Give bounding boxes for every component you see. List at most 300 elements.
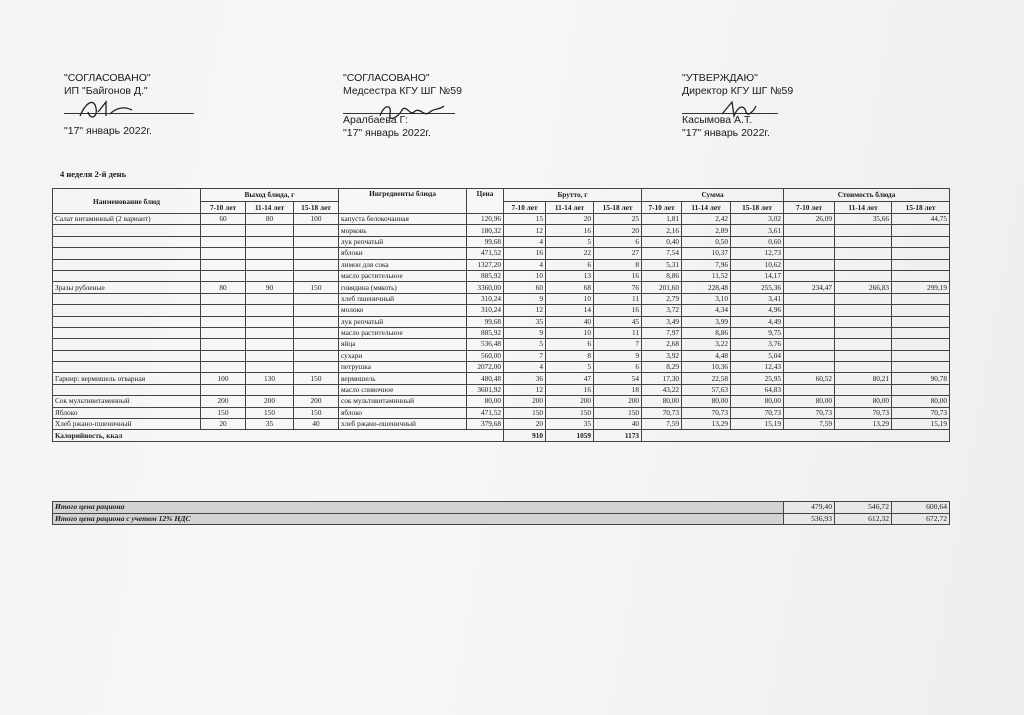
dish-name-cell: Хлеб ржано-пшеничный bbox=[53, 419, 201, 430]
header-age: 15-18 лет bbox=[731, 201, 784, 214]
calorie-value: 910 bbox=[504, 430, 546, 441]
brutto-15-18-cell: 20 bbox=[594, 225, 642, 236]
output-15-18-cell bbox=[294, 339, 339, 350]
dish-name-cell: Зразы рубленые bbox=[53, 282, 201, 293]
sum-15-18-cell: 14,17 bbox=[731, 270, 784, 281]
sum-11-14-cell: 4,48 bbox=[682, 350, 731, 361]
sum-15-18-cell: 0,60 bbox=[731, 236, 784, 247]
output-15-18-cell bbox=[294, 225, 339, 236]
output-15-18-cell: 200 bbox=[294, 396, 339, 407]
brutto-11-14-cell: 6 bbox=[546, 259, 594, 270]
price-cell: 99,68 bbox=[467, 316, 504, 327]
output-11-14-cell: 80 bbox=[246, 214, 294, 225]
ingredient-cell: капуста белокочанная bbox=[339, 214, 467, 225]
table-row bbox=[53, 214, 950, 225]
output-15-18-cell bbox=[294, 236, 339, 247]
ingredient-cell: сок мультивитаминный bbox=[339, 396, 467, 407]
sum-11-14-cell: 3,22 bbox=[682, 339, 731, 350]
brutto-7-10-cell: 7 bbox=[504, 350, 546, 361]
brutto-7-10-cell: 150 bbox=[504, 407, 546, 418]
cost-7-10-cell: 70,73 bbox=[784, 407, 835, 418]
cost-7-10-cell bbox=[784, 248, 835, 259]
output-7-10-cell bbox=[201, 248, 246, 259]
output-7-10-cell bbox=[201, 350, 246, 361]
cost-11-14-cell bbox=[835, 327, 892, 338]
cost-11-14-cell bbox=[835, 305, 892, 316]
output-7-10-cell bbox=[201, 270, 246, 281]
output-11-14-cell bbox=[246, 339, 294, 350]
price-cell: 480,48 bbox=[467, 373, 504, 384]
sum-7-10-cell: 8,86 bbox=[642, 270, 682, 281]
output-7-10-cell: 80 bbox=[201, 282, 246, 293]
sum-11-14-cell: 22,58 bbox=[682, 373, 731, 384]
brutto-11-14-cell: 10 bbox=[546, 327, 594, 338]
dish-name-cell bbox=[53, 327, 201, 338]
brutto-11-14-cell: 16 bbox=[546, 384, 594, 395]
approval-date: "17" январь 2022г. bbox=[682, 127, 770, 139]
brutto-11-14-cell: 5 bbox=[546, 236, 594, 247]
price-cell: 99,68 bbox=[467, 236, 504, 247]
sum-11-14-cell: 228,48 bbox=[682, 282, 731, 293]
sum-7-10-cell: 80,00 bbox=[642, 396, 682, 407]
ingredient-cell: лук репчатый bbox=[339, 316, 467, 327]
calorie-empty bbox=[642, 430, 950, 441]
sum-15-18-cell: 4,49 bbox=[731, 316, 784, 327]
cost-11-14-cell bbox=[835, 316, 892, 327]
sum-11-14-cell: 4,34 bbox=[682, 305, 731, 316]
table-row bbox=[53, 396, 950, 407]
price-cell: 1327,20 bbox=[467, 259, 504, 270]
sum-7-10-cell: 2,68 bbox=[642, 339, 682, 350]
cost-7-10-cell bbox=[784, 327, 835, 338]
cost-15-18-cell bbox=[892, 305, 950, 316]
brutto-15-18-cell: 40 bbox=[594, 419, 642, 430]
cost-15-18-cell bbox=[892, 339, 950, 350]
cost-7-10-cell bbox=[784, 225, 835, 236]
dish-name-cell bbox=[53, 259, 201, 270]
brutto-7-10-cell: 35 bbox=[504, 316, 546, 327]
output-15-18-cell: 150 bbox=[294, 373, 339, 384]
cost-15-18-cell bbox=[892, 316, 950, 327]
brutto-11-14-cell: 200 bbox=[546, 396, 594, 407]
sum-7-10-cell: 2,79 bbox=[642, 293, 682, 304]
output-11-14-cell bbox=[246, 350, 294, 361]
price-cell: 80,00 bbox=[467, 396, 504, 407]
brutto-7-10-cell: 4 bbox=[504, 259, 546, 270]
header-age: 7-10 лет bbox=[201, 201, 246, 214]
sum-15-18-cell: 25,95 bbox=[731, 373, 784, 384]
output-7-10-cell bbox=[201, 305, 246, 316]
header-sum: Сумма bbox=[642, 189, 784, 202]
approval-role: ИП "Байгонов Д." bbox=[64, 85, 148, 97]
brutto-15-18-cell: 200 bbox=[594, 396, 642, 407]
ingredient-cell: хлеб ржано-пшеничный bbox=[339, 419, 467, 430]
sum-11-14-cell: 2,89 bbox=[682, 225, 731, 236]
ingredient-cell: лимон для сока bbox=[339, 259, 467, 270]
sum-11-14-cell: 80,00 bbox=[682, 396, 731, 407]
brutto-15-18-cell: 11 bbox=[594, 293, 642, 304]
cost-7-10-cell bbox=[784, 316, 835, 327]
ingredient-cell: масло растительное bbox=[339, 270, 467, 281]
header-cost: Стоимость блюда bbox=[784, 189, 950, 202]
brutto-11-14-cell: 16 bbox=[546, 225, 594, 236]
sum-11-14-cell: 13,29 bbox=[682, 419, 731, 430]
cost-7-10-cell: 80,00 bbox=[784, 396, 835, 407]
output-11-14-cell bbox=[246, 225, 294, 236]
cost-7-10-cell: 7,59 bbox=[784, 419, 835, 430]
sum-15-18-cell: 3,61 bbox=[731, 225, 784, 236]
sum-11-14-cell: 3,10 bbox=[682, 293, 731, 304]
table-row bbox=[53, 293, 950, 304]
menu-table bbox=[52, 188, 950, 442]
brutto-15-18-cell: 9 bbox=[594, 350, 642, 361]
dish-name-cell bbox=[53, 270, 201, 281]
ingredient-cell: говядина (мякоть) bbox=[339, 282, 467, 293]
sum-15-18-cell: 255,36 bbox=[731, 282, 784, 293]
output-11-14-cell bbox=[246, 305, 294, 316]
calorie-row bbox=[53, 430, 950, 441]
cost-7-10-cell bbox=[784, 362, 835, 373]
output-11-14-cell: 150 bbox=[246, 407, 294, 418]
header-age: 7-10 лет bbox=[504, 201, 546, 214]
price-cell: 471,52 bbox=[467, 248, 504, 259]
output-11-14-cell bbox=[246, 316, 294, 327]
brutto-7-10-cell: 200 bbox=[504, 396, 546, 407]
table-row bbox=[53, 350, 950, 361]
output-11-14-cell: 35 bbox=[246, 419, 294, 430]
cost-11-14-cell bbox=[835, 293, 892, 304]
output-7-10-cell: 60 bbox=[201, 214, 246, 225]
header-age: 15-18 лет bbox=[294, 201, 339, 214]
sum-7-10-cell: 201,60 bbox=[642, 282, 682, 293]
sum-7-10-cell: 1,81 bbox=[642, 214, 682, 225]
table-row bbox=[53, 270, 950, 281]
header-ingredients: Ингредиенты блюда bbox=[339, 189, 467, 214]
cost-11-14-cell: 80,21 bbox=[835, 373, 892, 384]
price-cell: 379,68 bbox=[467, 419, 504, 430]
cost-15-18-cell bbox=[892, 327, 950, 338]
sum-15-18-cell: 3,41 bbox=[731, 293, 784, 304]
output-11-14-cell bbox=[246, 384, 294, 395]
cost-11-14-cell: 80,00 bbox=[835, 396, 892, 407]
cost-7-10-cell bbox=[784, 293, 835, 304]
output-11-14-cell bbox=[246, 270, 294, 281]
table-row bbox=[53, 339, 950, 350]
header-output: Выход блюда, г bbox=[201, 189, 339, 202]
calorie-value: 1059 bbox=[546, 430, 594, 441]
brutto-7-10-cell: 5 bbox=[504, 339, 546, 350]
cost-7-10-cell bbox=[784, 339, 835, 350]
cost-15-18-cell: 299,19 bbox=[892, 282, 950, 293]
output-15-18-cell: 150 bbox=[294, 407, 339, 418]
brutto-7-10-cell: 12 bbox=[504, 305, 546, 316]
header-brutto: Брутто, г bbox=[504, 189, 642, 202]
sum-11-14-cell: 10,36 bbox=[682, 362, 731, 373]
cost-7-10-cell bbox=[784, 236, 835, 247]
sum-11-14-cell: 0,50 bbox=[682, 236, 731, 247]
cost-11-14-cell bbox=[835, 339, 892, 350]
approval-role: Медсестра КГУ ШГ №59 bbox=[343, 85, 462, 97]
brutto-7-10-cell: 16 bbox=[504, 248, 546, 259]
cost-11-14-cell bbox=[835, 350, 892, 361]
brutto-11-14-cell: 40 bbox=[546, 316, 594, 327]
output-7-10-cell: 200 bbox=[201, 396, 246, 407]
sum-15-18-cell: 9,75 bbox=[731, 327, 784, 338]
brutto-7-10-cell: 20 bbox=[504, 419, 546, 430]
output-11-14-cell bbox=[246, 248, 294, 259]
header-age: 7-10 лет bbox=[784, 201, 835, 214]
sum-7-10-cell: 0,40 bbox=[642, 236, 682, 247]
approval-name: Аралбаева Г: bbox=[343, 114, 409, 126]
sum-7-10-cell: 3,49 bbox=[642, 316, 682, 327]
sum-11-14-cell: 11,52 bbox=[682, 270, 731, 281]
brutto-15-18-cell: 16 bbox=[594, 305, 642, 316]
table-row bbox=[53, 225, 950, 236]
table-row bbox=[53, 384, 950, 395]
approval-name: Касымова А.Т. bbox=[682, 114, 753, 126]
brutto-7-10-cell: 12 bbox=[504, 225, 546, 236]
output-15-18-cell: 40 bbox=[294, 419, 339, 430]
sum-7-10-cell: 43,22 bbox=[642, 384, 682, 395]
brutto-7-10-cell: 15 bbox=[504, 214, 546, 225]
table-row bbox=[53, 236, 950, 247]
sum-7-10-cell: 7,97 bbox=[642, 327, 682, 338]
dish-name-cell bbox=[53, 316, 201, 327]
cost-15-18-cell: 70,73 bbox=[892, 407, 950, 418]
sum-15-18-cell: 3,76 bbox=[731, 339, 784, 350]
price-cell: 885,92 bbox=[467, 270, 504, 281]
ingredient-cell: лук репчатый bbox=[339, 236, 467, 247]
output-15-18-cell bbox=[294, 316, 339, 327]
brutto-11-14-cell: 150 bbox=[546, 407, 594, 418]
sum-11-14-cell: 2,42 bbox=[682, 214, 731, 225]
dish-name-cell bbox=[53, 248, 201, 259]
header-age: 7-10 лет bbox=[642, 201, 682, 214]
brutto-15-18-cell: 6 bbox=[594, 362, 642, 373]
cost-11-14-cell bbox=[835, 225, 892, 236]
output-15-18-cell bbox=[294, 293, 339, 304]
approval-role: Директор КГУ ШГ №59 bbox=[682, 85, 794, 97]
brutto-15-18-cell: 25 bbox=[594, 214, 642, 225]
table-row bbox=[53, 259, 950, 270]
totals-row bbox=[53, 513, 950, 525]
cost-15-18-cell: 80,00 bbox=[892, 396, 950, 407]
output-15-18-cell bbox=[294, 270, 339, 281]
sum-15-18-cell: 5,04 bbox=[731, 350, 784, 361]
price-cell: 536,48 bbox=[467, 339, 504, 350]
ingredient-cell: молоко bbox=[339, 305, 467, 316]
sum-7-10-cell: 70,73 bbox=[642, 407, 682, 418]
week-day-title: 4 неделя 2-й день bbox=[60, 169, 127, 179]
output-15-18-cell bbox=[294, 327, 339, 338]
cost-7-10-cell: 234,47 bbox=[784, 282, 835, 293]
ingredient-cell: петрушка bbox=[339, 362, 467, 373]
price-cell: 120,96 bbox=[467, 214, 504, 225]
brutto-11-14-cell: 20 bbox=[546, 214, 594, 225]
brutto-15-18-cell: 6 bbox=[594, 236, 642, 247]
ingredient-cell: сухари bbox=[339, 350, 467, 361]
cost-15-18-cell: 44,75 bbox=[892, 214, 950, 225]
header-age: 15-18 лет bbox=[594, 201, 642, 214]
brutto-11-14-cell: 10 bbox=[546, 293, 594, 304]
brutto-15-18-cell: 150 bbox=[594, 407, 642, 418]
brutto-15-18-cell: 18 bbox=[594, 384, 642, 395]
output-15-18-cell bbox=[294, 248, 339, 259]
brutto-7-10-cell: 12 bbox=[504, 384, 546, 395]
sum-11-14-cell: 8,86 bbox=[682, 327, 731, 338]
output-7-10-cell bbox=[201, 362, 246, 373]
cost-15-18-cell bbox=[892, 270, 950, 281]
cost-15-18-cell bbox=[892, 384, 950, 395]
cost-11-14-cell bbox=[835, 270, 892, 281]
price-cell: 310,24 bbox=[467, 293, 504, 304]
sum-11-14-cell: 10,37 bbox=[682, 248, 731, 259]
output-11-14-cell: 130 bbox=[246, 373, 294, 384]
table-row bbox=[53, 407, 950, 418]
brutto-7-10-cell: 4 bbox=[504, 362, 546, 373]
sum-7-10-cell: 17,30 bbox=[642, 373, 682, 384]
calorie-label: Калорийность, ккал bbox=[53, 430, 504, 441]
brutto-11-14-cell: 14 bbox=[546, 305, 594, 316]
sum-7-10-cell: 7,59 bbox=[642, 419, 682, 430]
cost-11-14-cell: 35,66 bbox=[835, 214, 892, 225]
brutto-11-14-cell: 47 bbox=[546, 373, 594, 384]
table-row bbox=[53, 305, 950, 316]
ingredient-cell: масло сливочное bbox=[339, 384, 467, 395]
cost-7-10-cell: 26,09 bbox=[784, 214, 835, 225]
sum-11-14-cell: 7,96 bbox=[682, 259, 731, 270]
cost-15-18-cell bbox=[892, 225, 950, 236]
cost-7-10-cell bbox=[784, 259, 835, 270]
sum-7-10-cell: 7,54 bbox=[642, 248, 682, 259]
output-15-18-cell bbox=[294, 362, 339, 373]
menu-table-body bbox=[53, 214, 950, 430]
sum-7-10-cell: 2,16 bbox=[642, 225, 682, 236]
table-row bbox=[53, 419, 950, 430]
output-7-10-cell bbox=[201, 339, 246, 350]
totals-label: Итого цена рациона bbox=[53, 502, 784, 514]
brutto-15-18-cell: 54 bbox=[594, 373, 642, 384]
cost-7-10-cell: 60,52 bbox=[784, 373, 835, 384]
sum-15-18-cell: 12,43 bbox=[731, 362, 784, 373]
totals-label: Итого цена рациона с учетом 12% НДС bbox=[53, 513, 784, 525]
sum-15-18-cell: 12,73 bbox=[731, 248, 784, 259]
calorie-value: 1173 bbox=[594, 430, 642, 441]
approval-date: "17" январь 2022г. bbox=[64, 125, 152, 137]
header-price: Цена bbox=[467, 189, 504, 214]
price-cell: 180,32 bbox=[467, 225, 504, 236]
brutto-11-14-cell: 68 bbox=[546, 282, 594, 293]
table-row bbox=[53, 327, 950, 338]
output-7-10-cell: 150 bbox=[201, 407, 246, 418]
brutto-11-14-cell: 13 bbox=[546, 270, 594, 281]
brutto-15-18-cell: 7 bbox=[594, 339, 642, 350]
output-7-10-cell bbox=[201, 316, 246, 327]
output-11-14-cell bbox=[246, 236, 294, 247]
ingredient-cell: хлеб пшеничный bbox=[339, 293, 467, 304]
dish-name-cell bbox=[53, 350, 201, 361]
output-15-18-cell: 150 bbox=[294, 282, 339, 293]
totals-table bbox=[52, 501, 950, 525]
output-15-18-cell bbox=[294, 305, 339, 316]
dish-name-cell bbox=[53, 225, 201, 236]
output-7-10-cell bbox=[201, 384, 246, 395]
brutto-7-10-cell: 4 bbox=[504, 236, 546, 247]
header-age: 15-18 лет bbox=[892, 201, 950, 214]
approval-title: "СОГЛАСОВАНО" bbox=[343, 72, 430, 84]
cost-7-10-cell bbox=[784, 270, 835, 281]
cost-7-10-cell bbox=[784, 384, 835, 395]
dish-name-cell bbox=[53, 305, 201, 316]
brutto-7-10-cell: 9 bbox=[504, 293, 546, 304]
brutto-7-10-cell: 10 bbox=[504, 270, 546, 281]
price-cell: 2072,00 bbox=[467, 362, 504, 373]
table-row bbox=[53, 248, 950, 259]
price-cell: 560,00 bbox=[467, 350, 504, 361]
cost-7-10-cell bbox=[784, 350, 835, 361]
sum-11-14-cell: 57,63 bbox=[682, 384, 731, 395]
cost-11-14-cell bbox=[835, 362, 892, 373]
cost-11-14-cell: 13,29 bbox=[835, 419, 892, 430]
dish-name-cell bbox=[53, 384, 201, 395]
output-15-18-cell bbox=[294, 350, 339, 361]
output-15-18-cell bbox=[294, 259, 339, 270]
price-cell: 310,24 bbox=[467, 305, 504, 316]
brutto-11-14-cell: 6 bbox=[546, 339, 594, 350]
totals-row bbox=[53, 502, 950, 514]
header-dish-name: Наименование блюд bbox=[53, 189, 201, 214]
sum-15-18-cell: 4,96 bbox=[731, 305, 784, 316]
brutto-11-14-cell: 8 bbox=[546, 350, 594, 361]
dish-name-cell: Яблоко bbox=[53, 407, 201, 418]
header-age: 11-14 лет bbox=[682, 201, 731, 214]
output-7-10-cell bbox=[201, 327, 246, 338]
cost-15-18-cell bbox=[892, 259, 950, 270]
sum-7-10-cell: 3,92 bbox=[642, 350, 682, 361]
price-cell: 3360,00 bbox=[467, 282, 504, 293]
totals-value: 600,64 bbox=[892, 502, 950, 514]
cost-11-14-cell bbox=[835, 384, 892, 395]
totals-value: 536,93 bbox=[784, 513, 835, 525]
brutto-15-18-cell: 8 bbox=[594, 259, 642, 270]
sum-11-14-cell: 3,99 bbox=[682, 316, 731, 327]
ingredient-cell: масло растительное bbox=[339, 327, 467, 338]
brutto-7-10-cell: 36 bbox=[504, 373, 546, 384]
brutto-11-14-cell: 35 bbox=[546, 419, 594, 430]
signature-right bbox=[718, 96, 760, 122]
output-7-10-cell: 100 bbox=[201, 373, 246, 384]
sum-15-18-cell: 64,83 bbox=[731, 384, 784, 395]
totals-value: 672,72 bbox=[892, 513, 950, 525]
brutto-15-18-cell: 45 bbox=[594, 316, 642, 327]
dish-name-cell: Гарнир: вермишель отварная bbox=[53, 373, 201, 384]
output-11-14-cell bbox=[246, 327, 294, 338]
output-11-14-cell: 200 bbox=[246, 396, 294, 407]
totals-value: 612,32 bbox=[835, 513, 892, 525]
output-11-14-cell: 90 bbox=[246, 282, 294, 293]
cost-15-18-cell: 15,19 bbox=[892, 419, 950, 430]
cost-11-14-cell bbox=[835, 236, 892, 247]
table-row bbox=[53, 316, 950, 327]
cost-11-14-cell: 70,73 bbox=[835, 407, 892, 418]
output-11-14-cell bbox=[246, 362, 294, 373]
brutto-11-14-cell: 5 bbox=[546, 362, 594, 373]
ingredient-cell: морковь bbox=[339, 225, 467, 236]
dish-name-cell: Салат витаминный (2 вариант) bbox=[53, 214, 201, 225]
cost-7-10-cell bbox=[784, 305, 835, 316]
sum-7-10-cell: 8,29 bbox=[642, 362, 682, 373]
approval-date: "17" январь 2022г. bbox=[343, 127, 431, 139]
